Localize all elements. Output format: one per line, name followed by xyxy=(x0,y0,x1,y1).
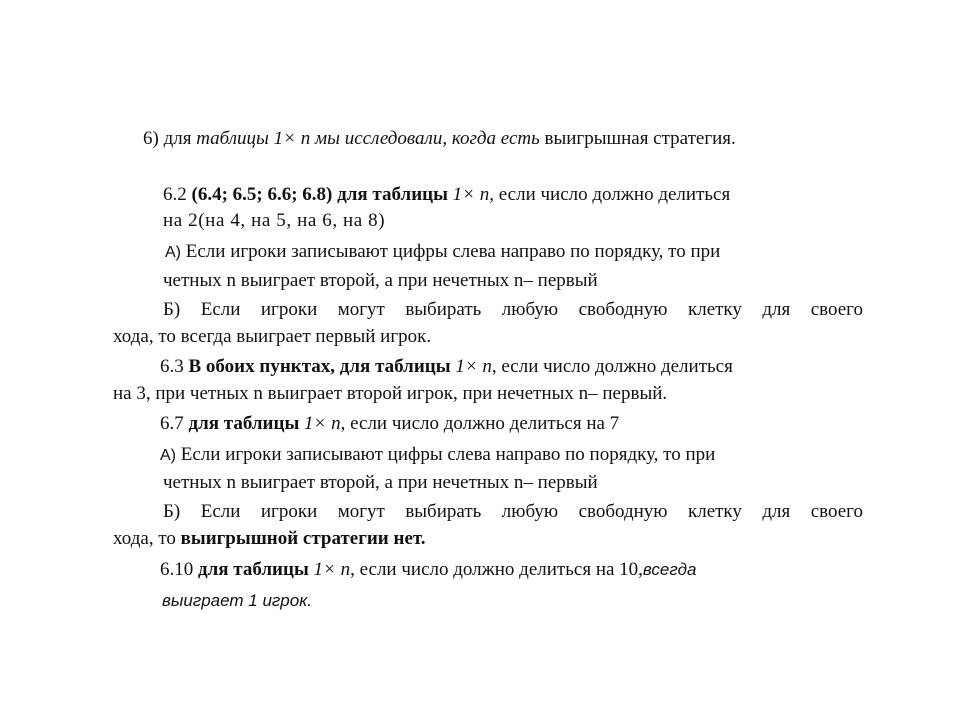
section-6-7-item-a-line1 xyxy=(160,443,715,468)
section-6-2-item-b-text2: хода, то всегда выиграет первый игрок. xyxy=(113,326,432,347)
section-6-10-italic-tail: всегда xyxy=(642,560,697,579)
section-6-10-text2: выиграет 1 игрок. xyxy=(162,591,312,610)
intro-prefix: 6) для xyxy=(143,128,197,149)
section-6-2-table-var: 1× n xyxy=(452,184,490,205)
section-6-10-heading xyxy=(160,558,696,582)
section-6-2-line2 xyxy=(163,209,385,233)
section-6-7-rest: , если число должно делиться на 7 xyxy=(340,413,620,434)
section-6-3-rest: , если число должно делиться xyxy=(491,356,733,377)
section-6-3-text2: на 3, при четных n выиграет второй игрок, при нечетных n– первый. xyxy=(113,383,668,404)
section-6-3-line2 xyxy=(113,382,667,406)
section-6-7-item-b-line2 xyxy=(113,527,426,551)
section-6-10-rest: , если число должно делиться на 10, xyxy=(350,559,643,580)
section-6-2-heading xyxy=(163,183,730,207)
section-6-7-item-a-marker: А) xyxy=(160,447,176,464)
section-6-7-number: 6.7 xyxy=(160,413,189,434)
section-6-3-bold: В обоих пунктах, для таблицы xyxy=(188,356,456,377)
section-6-10-table-var: 1× n xyxy=(313,559,351,580)
section-6-2-item-a-line2 xyxy=(163,269,598,293)
section-6-10-line2 xyxy=(162,589,312,613)
section-6-7-item-a-line2 xyxy=(163,471,598,495)
section-6-2-bold: (6.4; 6.5; 6.6; 6.8) для таблицы xyxy=(191,184,453,205)
section-6-10-number: 6.10 xyxy=(160,559,198,580)
section-6-2-rest: , если число должно делиться xyxy=(489,184,731,205)
section-6-2-divisors: на 2(на 4, на 5, на 6, на 8) xyxy=(163,210,386,231)
section-6-2-item-b-text: Б) Если игроки могут выбирать любую свободную клетку для своего xyxy=(163,299,863,320)
section-6-7-table-var: 1× n xyxy=(304,413,341,434)
section-6-2-item-a-text2: четных n выиграет второй, а при нечетных n– первый xyxy=(163,270,598,291)
section-6-7-item-a-text: Если игроки записывают цифры слева направо по порядку, то при xyxy=(176,444,716,465)
section-6-7-bold: для таблицы xyxy=(188,413,305,434)
intro-italic: таблицы 1× n мы исследовали, когда есть xyxy=(196,128,540,149)
section-6-10-bold: для таблицы xyxy=(198,559,314,580)
intro-suffix: выигрышная стратегия. xyxy=(539,128,736,149)
section-6-3-number: 6.3 xyxy=(160,356,189,377)
section-6-7-item-b-line1 xyxy=(163,500,863,524)
section-6-2-item-b-line2 xyxy=(113,325,431,349)
section-6-7-item-b-text: Б) Если игроки могут выбирать любую свободную клетку для своего xyxy=(163,501,863,522)
section-6-2-item-a-line1 xyxy=(165,240,720,265)
section-6-7-item-b-prefix: хода, то xyxy=(113,528,181,549)
section-6-2-item-b-line1 xyxy=(163,298,863,322)
section-6-2-item-a-text: Если игроки записывают цифры слева направо по порядку, то при xyxy=(181,241,721,262)
intro-line xyxy=(143,127,736,151)
section-6-7-item-a-text2: четных n выиграет второй, а при нечетных n– первый xyxy=(163,472,598,493)
section-6-7-heading xyxy=(160,412,619,436)
section-6-2-item-a-marker: А) xyxy=(165,244,181,261)
section-6-3-heading xyxy=(160,355,733,379)
section-6-3-table-var: 1× n xyxy=(455,356,492,377)
section-6-2-number: 6.2 xyxy=(163,184,192,205)
section-6-7-item-b-bold: выигрышной стратегии нет. xyxy=(180,528,426,549)
